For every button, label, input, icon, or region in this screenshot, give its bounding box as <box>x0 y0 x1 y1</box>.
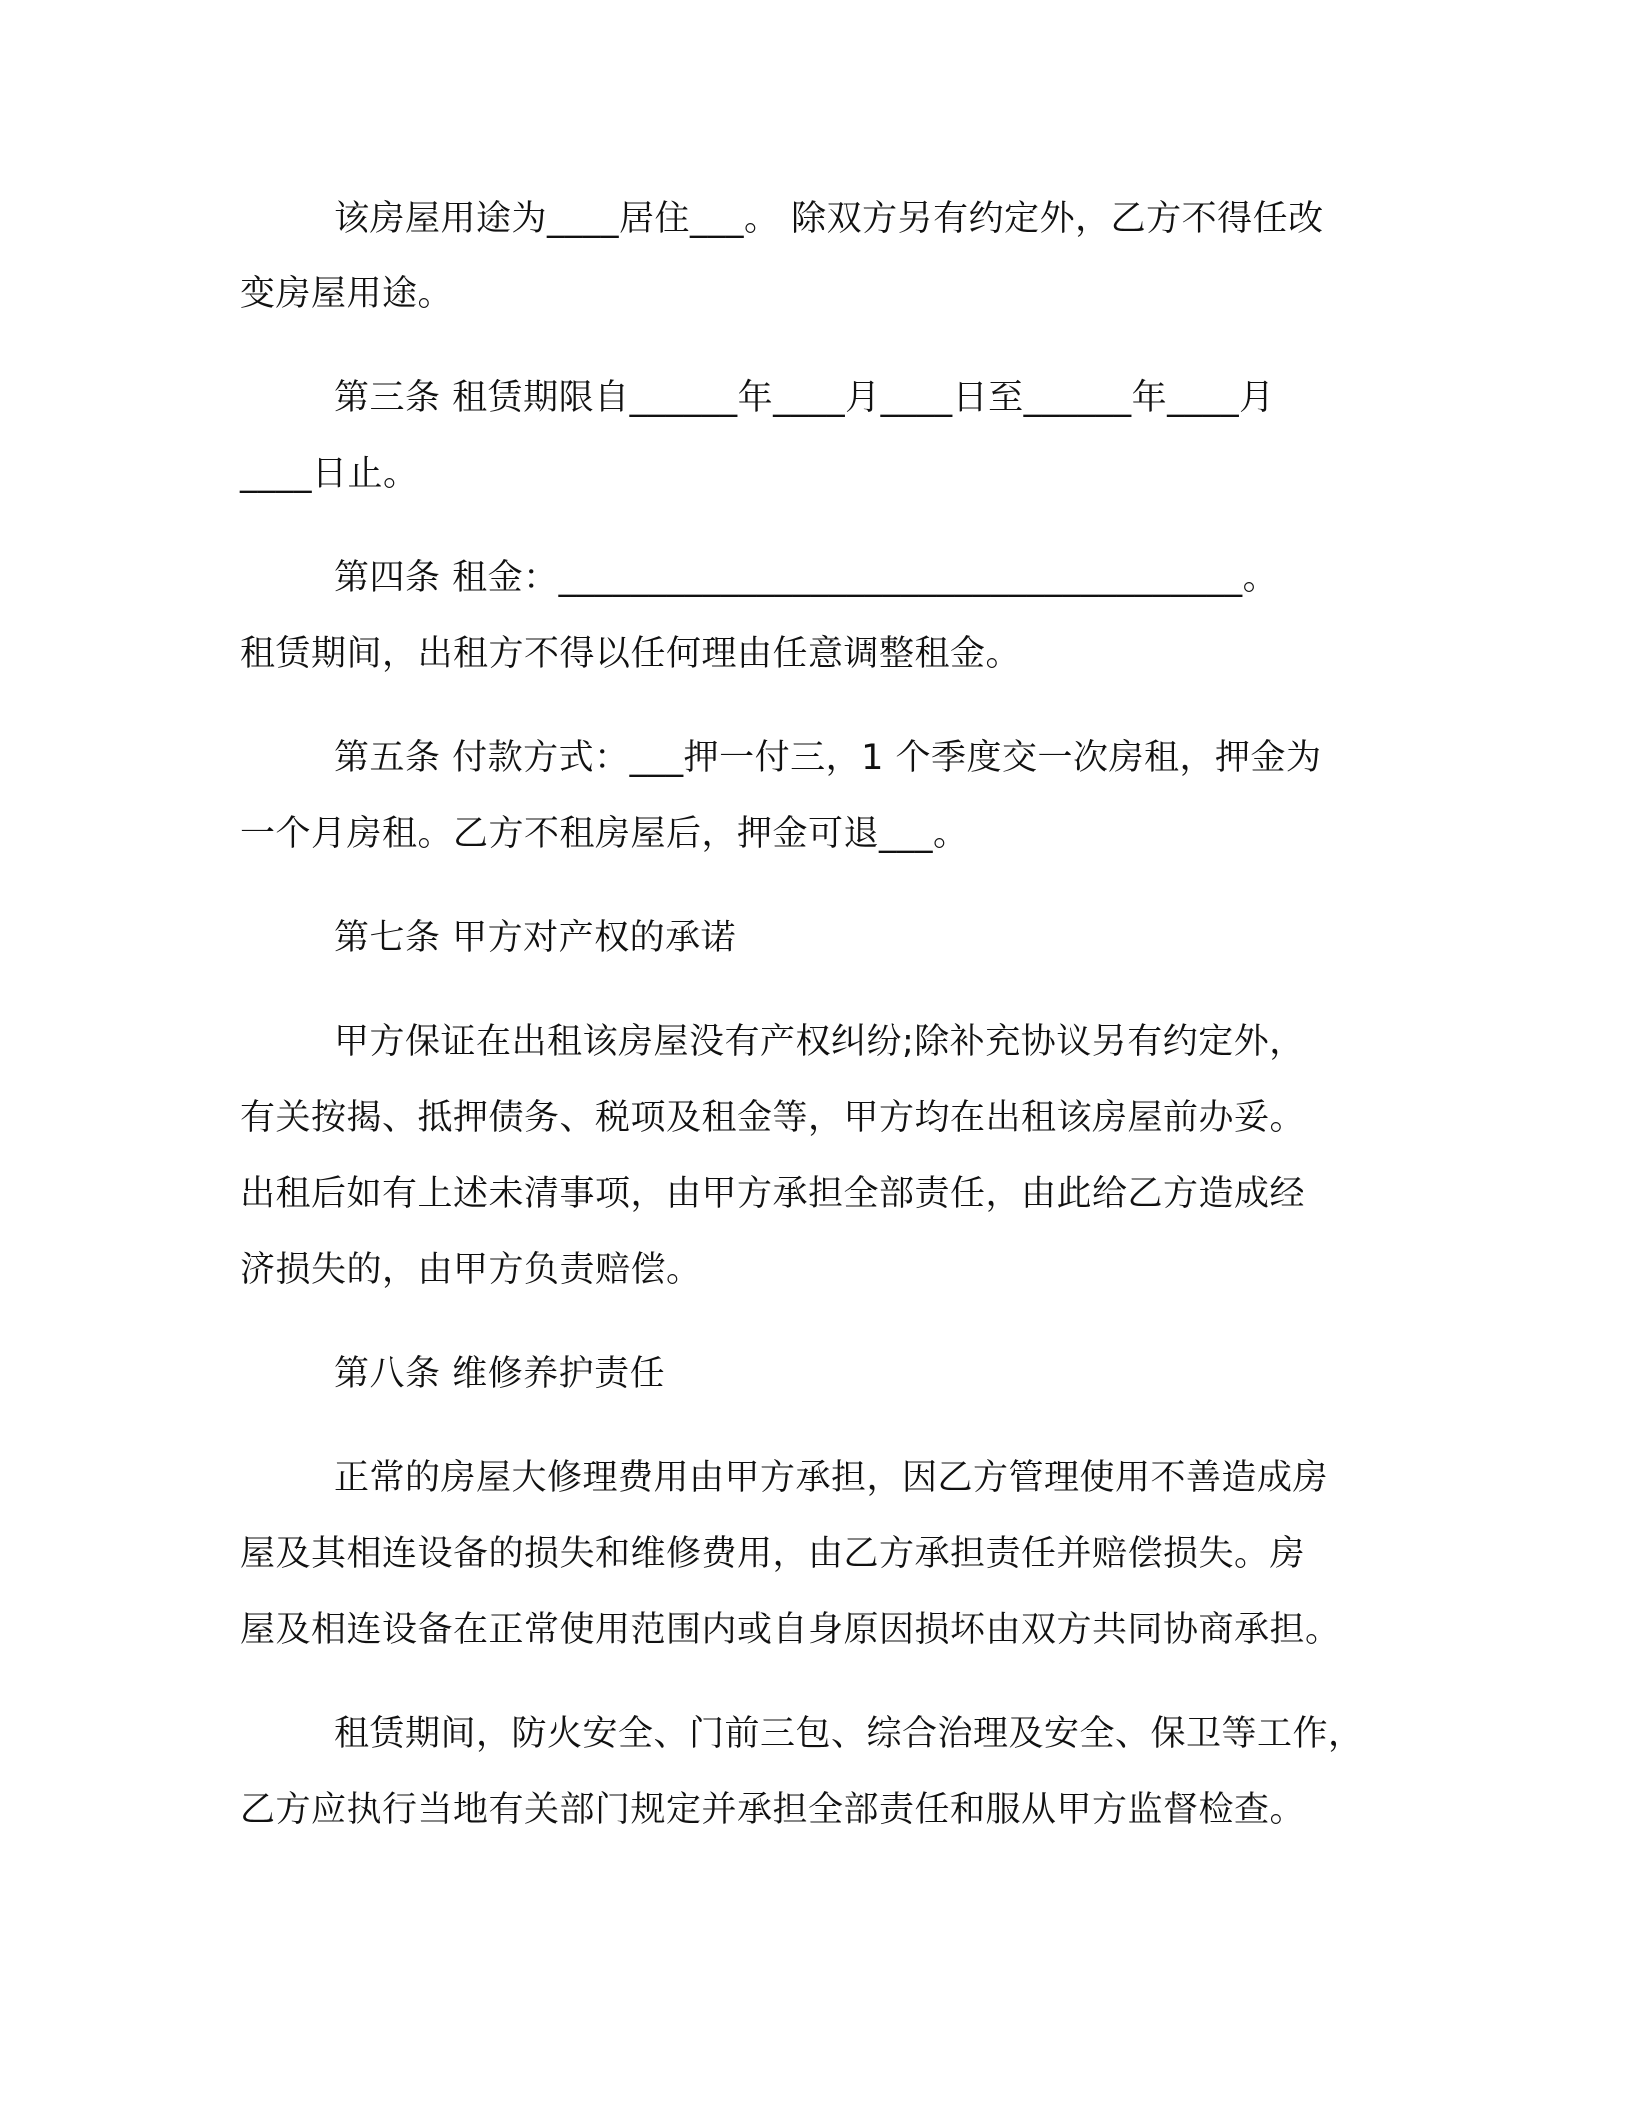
article-5-line-2: 一个月房租。乙方不租房屋后，押金可退___。 <box>240 814 969 854</box>
article-4-line-1: 第四条 租金：______________________________________。 <box>334 558 1279 598</box>
safety-line-1: 租赁期间，防火安全、门前三包、综合治理及安全、保卫等工作， <box>334 1714 1364 1754</box>
article-3-line-2: ____日止。 <box>240 454 419 494</box>
article-7-body-line-1: 甲方保证在出租该房屋没有产权纠纷;除补充协议另有约定外， <box>334 1022 1305 1062</box>
article-7-body-line-4: 济损失的，由甲方负责赔偿。 <box>240 1250 702 1290</box>
article-7-body-line-2: 有关按揭、抵押债务、税项及租金等，甲方均在出租该房屋前办妥。 <box>240 1098 1306 1138</box>
article-8-body-line-3: 屋及相连设备在正常使用范围内或自身原因损坏由双方共同协商承担。 <box>240 1610 1341 1650</box>
article-8-heading: 第八条 维修养护责任 <box>334 1354 666 1394</box>
usage-line-1: 该房屋用途为____居住___。 除双方另有约定外，乙方不得任改 <box>334 199 1324 239</box>
article-3-line-1: 第三条 租赁期限自______年____月____日至______年____月 <box>334 378 1275 418</box>
article-4-line-2: 租赁期间，出租方不得以任何理由任意调整租金。 <box>240 634 1022 674</box>
usage-line-2: 变房屋用途。 <box>240 274 454 314</box>
article-7-heading: 第七条 甲方对产权的承诺 <box>334 918 737 958</box>
safety-line-2: 乙方应执行当地有关部门规定并承担全部责任和服从甲方监督检查。 <box>240 1790 1306 1830</box>
article-8-body-line-1: 正常的房屋大修理费用由甲方承担，因乙方管理使用不善造成房 <box>334 1458 1329 1498</box>
article-7-body-line-3: 出租后如有上述未清事项，由甲方承担全部责任，由此给乙方造成经 <box>240 1174 1306 1214</box>
article-5-line-1: 第五条 付款方式：___押一付三，1 个季度交一次房租，押金为 <box>334 738 1322 778</box>
article-8-body-line-2: 屋及其相连设备的损失和维修费用，由乙方承担责任并赔偿损失。房 <box>240 1534 1306 1574</box>
